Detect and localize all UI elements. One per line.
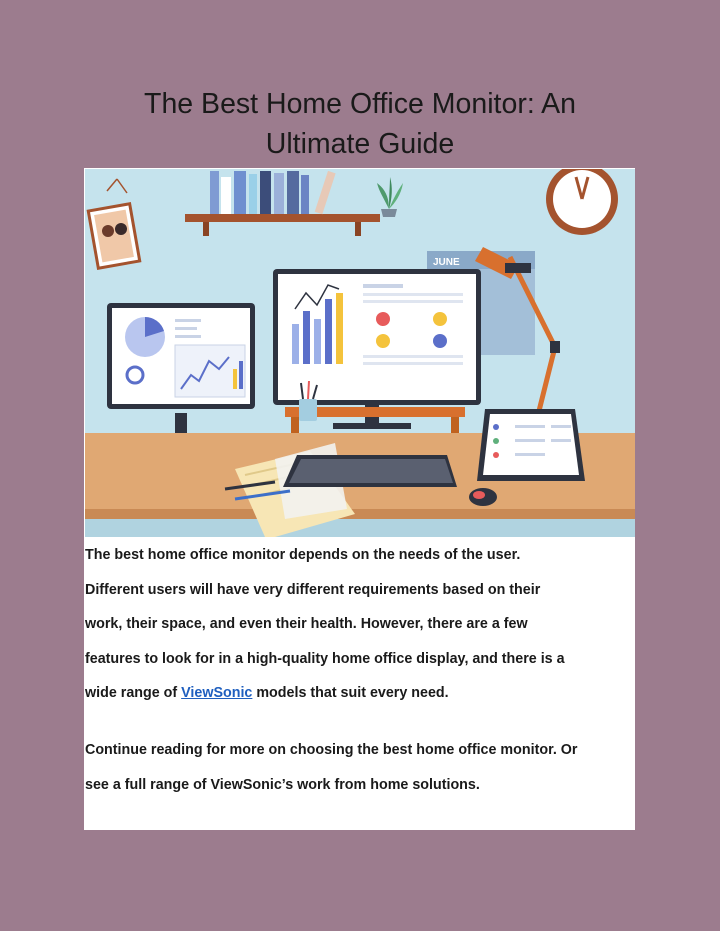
document-title — [0, 84, 720, 164]
paragraph-2-line-2: see a full range of ViewSonic’s work from home solutions. — [85, 776, 480, 793]
paragraph-gap — [85, 711, 635, 733]
paragraph-1-line-2: Different users will have very different requirements based on their — [85, 581, 541, 598]
home-office-illustration — [85, 169, 635, 537]
mouse — [469, 488, 497, 506]
desk-edge — [85, 509, 635, 519]
viewsonic-link[interactable]: ViewSonic — [181, 685, 253, 702]
line-5-suffix: models that suit every need. — [252, 685, 449, 702]
title-line-1: The Best Home Office Monitor: An — [144, 88, 576, 120]
calendar-month: JUNE — [433, 257, 460, 268]
paragraph-1-line-5 — [85, 676, 635, 711]
keyboard — [283, 455, 457, 487]
content-card — [84, 168, 635, 830]
line-5-prefix: wide range of — [85, 685, 182, 702]
paragraph-2-line-1: Continue reading for more on choosing the best home office monitor. Or — [85, 741, 578, 758]
tablet — [477, 409, 585, 481]
title-line-2: Ultimate Guide — [265, 128, 455, 160]
paragraph-1-line-1: The best home office monitor depends on the needs of the user. — [85, 547, 521, 563]
article-body — [85, 538, 635, 802]
paragraph-1-line-4: features to look for in a high-quality home office display, and there is a — [85, 650, 565, 667]
paragraph-1-line-3: work, their space, and even their health. However, there are a few — [85, 616, 528, 633]
